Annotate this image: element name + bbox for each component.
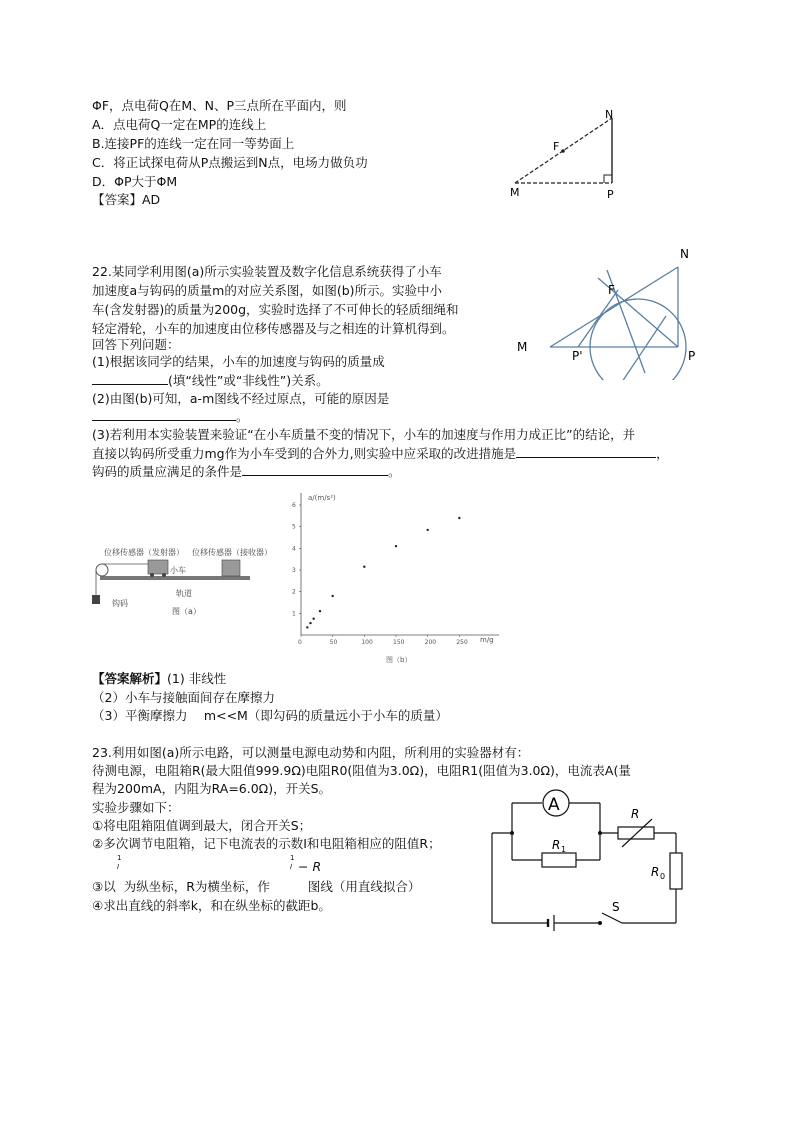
data-point <box>309 622 311 624</box>
circle-label-p: P <box>688 349 696 363</box>
q22-line-7-text: (填“线性”或“非线性”)关系。 <box>168 373 329 388</box>
label-n: N <box>605 108 614 121</box>
q22-line-5: 回答下列问题： <box>92 337 180 352</box>
frac1-numerator: 1 <box>117 854 122 862</box>
x-tick-label: 150 <box>393 639 405 646</box>
circle-figure <box>510 240 710 380</box>
figa-caption: 图（a） <box>172 607 201 616</box>
q23-line-2: 待测电源，电阻箱R(最大阻值999.9Ω)电阻R0(阻值为3.0Ω)，电阻R1(阻值为3.0Ω)，电流表A(量 <box>92 763 631 778</box>
q22-line-8: (2)由图(b)可知，a-m图线不经过原点，可能的原因是 <box>92 391 390 406</box>
q21-stem: ΦF，点电荷Q在M、N、P三点所在平面内，则 <box>92 98 347 113</box>
x-tick-label: 250 <box>456 639 468 646</box>
chart-ticks <box>292 502 468 646</box>
q22-line-10: (3)若利用本实验装置来验证“在小车质量不变的情况下，小车的加速度与作用力成正比”的结论，并 <box>92 427 636 442</box>
triangle-figure <box>500 108 630 203</box>
q22-line-12-end: 。 <box>388 464 401 479</box>
q22-answer-line-1 <box>92 669 226 688</box>
q23-step-4: ④求出直线的斜率k，和在纵坐标的截距b。 <box>92 898 331 913</box>
frac2-tail: − R <box>298 859 322 874</box>
chart-x-label: m/g <box>480 636 494 644</box>
q22-answer-title: 【答案解析】 <box>92 671 168 686</box>
chart-points <box>306 517 460 629</box>
y-tick-label: 1 <box>292 610 296 618</box>
r0-label: R <box>651 865 660 879</box>
label-f: F <box>553 140 560 153</box>
chart-y-label: a/(m/s²) <box>308 494 336 502</box>
label-p: P <box>607 188 614 201</box>
q22-line-1: 22.某同学利用图(a)所示实验装置及数字化信息系统获得了小车 <box>92 264 442 279</box>
circle-label-m: M <box>517 340 528 354</box>
y-tick-label: 5 <box>292 523 296 531</box>
q21-answer: 【答案】AD <box>92 192 161 207</box>
switch-label: S <box>612 900 620 914</box>
y-tick-label: 2 <box>292 588 296 596</box>
q22-answer-2: （2）小车与接触面间存在摩擦力 <box>92 690 275 705</box>
y-tick-label: 3 <box>292 567 296 574</box>
q23-line-1: 23.利用如图(a)所示电路，可以测量电源电动势和内阻，所利用的实验器材有： <box>92 745 530 760</box>
data-point <box>395 545 397 547</box>
figa-weight: 钩码 <box>112 599 128 608</box>
data-point <box>458 517 460 519</box>
x-tick-label: 200 <box>424 639 437 646</box>
data-point <box>312 618 314 620</box>
figa-track: 轨道 <box>176 589 192 598</box>
circle-label-f: F <box>608 283 615 297</box>
y-tick-label: 6 <box>292 502 296 509</box>
q23-step-3-a: ③以 <box>92 879 116 894</box>
q22-line-2: 加速度a与钩码的质量m的对应关系图，如图(b)所示。实验中小 <box>92 283 443 298</box>
q21-option-c: C．将正试探电荷从P点搬运到N点，电场力做负功 <box>92 155 368 170</box>
rbox-label: R <box>631 807 640 821</box>
answer-blank-2[interactable] <box>92 406 236 421</box>
r0-subscript: 0 <box>660 872 666 881</box>
data-point <box>319 610 321 612</box>
q22-line-12 <box>92 461 401 481</box>
data-point <box>426 529 428 531</box>
frac2-denominator: I <box>290 863 293 871</box>
q22-line-12-text: 钩码的质量应满足的条件是 <box>92 464 243 479</box>
q23-line-3: 程为200mA，内阻为RA=6.0Ω)，开关S。 <box>92 781 332 796</box>
q23-line-4: 实验步骤如下： <box>92 800 180 815</box>
frac1-denominator: I <box>117 863 120 871</box>
figa-car: 小车 <box>170 566 186 575</box>
x-tick-label: 100 <box>361 639 373 646</box>
figa-sensor-rx: 位移传感器（接收器） <box>192 548 272 557</box>
answer-blank-3[interactable] <box>516 443 656 458</box>
y-tick-label: 4 <box>292 545 296 553</box>
q22-line-11-end: ， <box>656 446 669 461</box>
data-point <box>306 626 308 628</box>
chart-axes <box>301 493 499 635</box>
q23-step-1: ①将电阻箱阻值调到最大，闭合开关S； <box>92 818 312 833</box>
label-m: M <box>510 186 520 199</box>
a-m-scatter-chart <box>276 490 506 670</box>
q22-line-6: (1)根据该同学的结果，小车的加速度与钩码的质量成 <box>92 354 385 369</box>
r1-label: R <box>552 838 561 852</box>
q22-line-11-text: 直接以钩码所受重力mg作为小车受到的合外力,则实验中应采取的改进措施是 <box>92 446 517 461</box>
q22-line-4: 轻定滑轮，小车的加速度由位移传感器及与之相连的计算机得到。 <box>92 321 455 336</box>
ammeter-label: A <box>548 795 560 815</box>
r1-subscript: 1 <box>561 845 567 854</box>
x-tick-label: 0 <box>298 639 302 646</box>
q22-answer-3: （3）平衡摩擦力 m<<M（即勾码的质量远小于小车的质量） <box>92 708 448 723</box>
q21-option-a: A．点电荷Q一定在MP的连线上 <box>92 117 267 132</box>
q21-option-d: D．ΦP大于ΦM <box>92 174 178 189</box>
q23-step-3 <box>92 877 420 896</box>
q23-step-3-c: 图线（用直线拟合） <box>307 879 421 894</box>
x-tick-label: 50 <box>329 639 338 646</box>
q22-line-9-end: 。 <box>236 409 249 424</box>
circuit-diagram <box>490 785 690 935</box>
q23-step-3-b: 为纵坐标，R为横坐标，作 <box>123 879 270 894</box>
q23-step-2: ②多次调节电阻箱，记下电流表的示数I和电阻箱相应的阻值R； <box>92 836 441 851</box>
data-point <box>363 566 365 568</box>
frac2-numerator: 1 <box>290 854 295 862</box>
q22-line-9 <box>92 406 249 426</box>
q22-line-11 <box>92 443 669 463</box>
q21-option-b: B.连接PF的连线一定在同一等势面上 <box>92 136 295 151</box>
data-point <box>331 595 333 597</box>
q22-line-7 <box>92 370 329 390</box>
figa-sensor-tx: 位移传感器（发射器） <box>104 548 184 557</box>
answer-blank-4[interactable] <box>242 461 388 476</box>
answer-blank-1[interactable] <box>92 370 168 385</box>
circle-label-n: N <box>680 247 689 261</box>
q22-line-3: 车(含发射器)的质量为200g，实验时选择了不可伸长的轻质细绳和 <box>92 302 459 317</box>
chart-caption: 图（b） <box>386 656 412 664</box>
circle-label-p-prime: P' <box>572 349 583 363</box>
q22-answer-1: (1) 非线性 <box>167 671 227 686</box>
